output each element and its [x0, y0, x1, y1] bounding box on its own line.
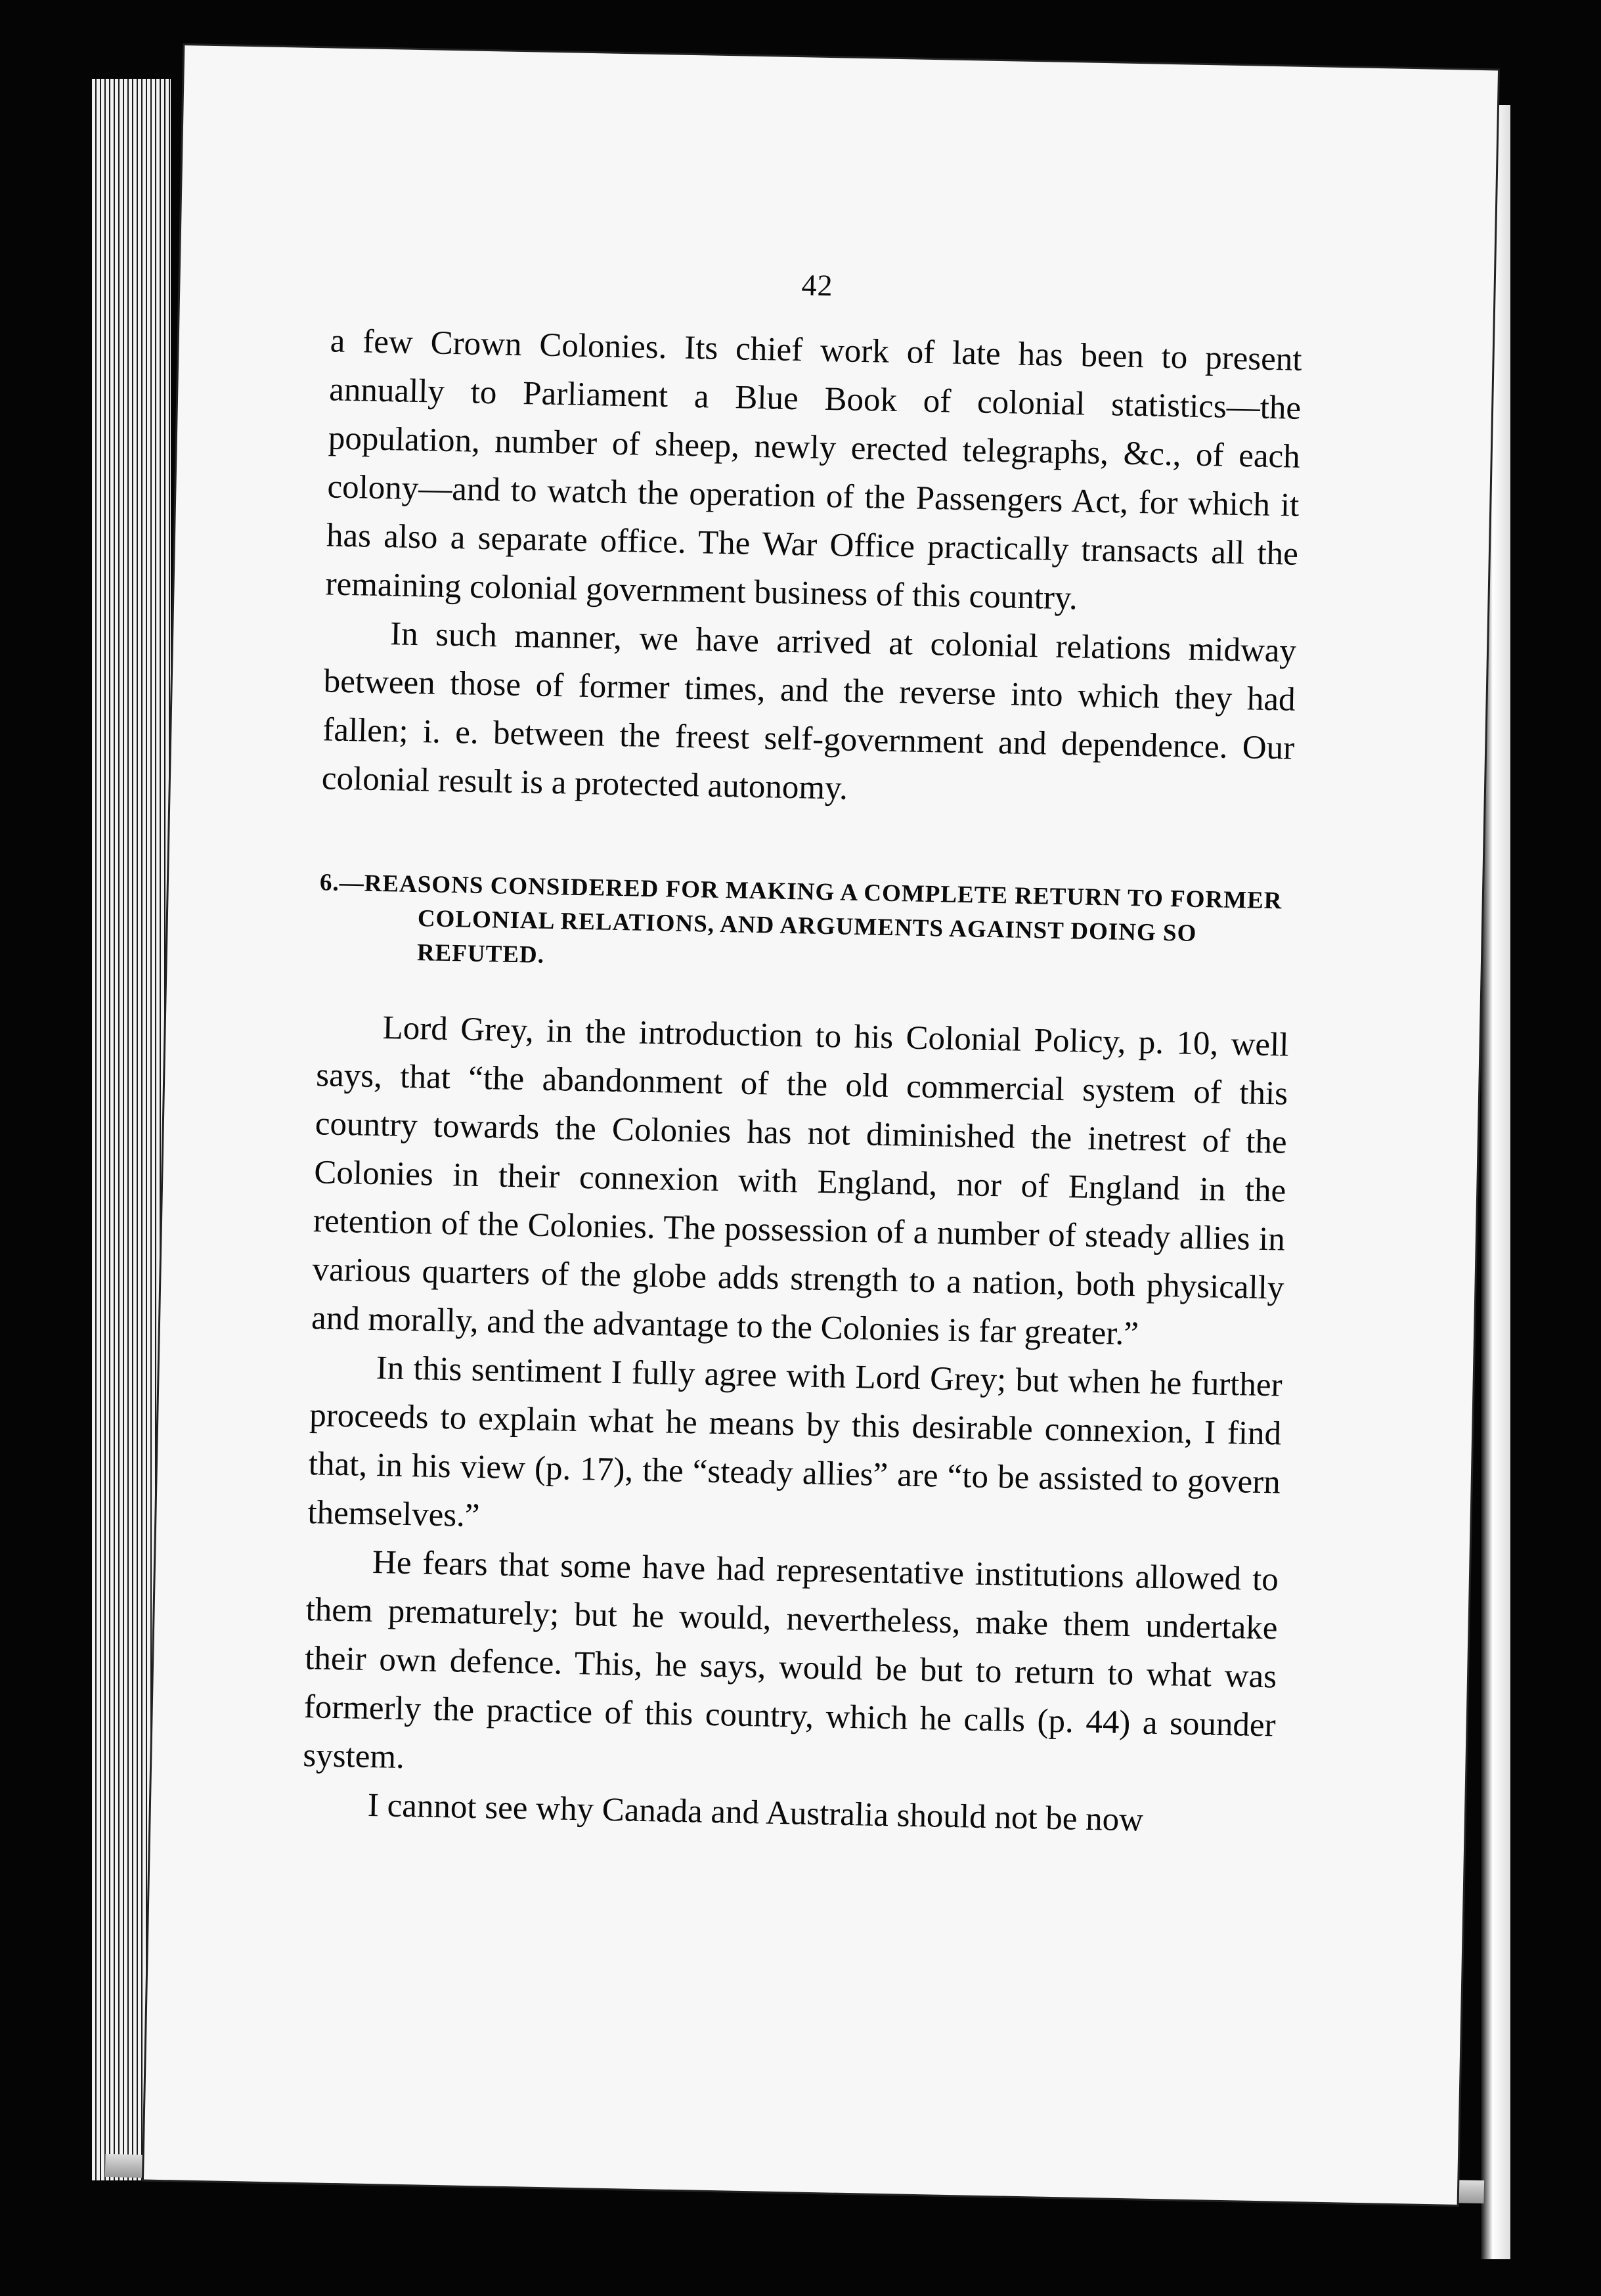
paragraph-5: He fears that some have had representative institutions allowed to them prematurely; but he would, nevertheless, make them undertake their own defence. This, he says, would be but to return to what was formerly the practice of this country, which he calls (p. 44) a sounder system.	[302, 1544, 1279, 1776]
scan-border	[1510, 125, 1601, 2296]
section-heading: 6.—REASONS CONSIDERED FOR MAKING A COMPLETE RETURN TO FORMER COLONIAL RELATIONS, AND ARGUMENTS AGAINST DOING SO REFUTED.	[319, 869, 1283, 969]
paragraph-2: In such manner, we have arrived at colonial relations midway between those of former times, and the reverse into which they had fallen; i. e. between the freest self-government and dependence. Our colonial result is a protected autonomy.	[321, 615, 1297, 807]
paragraph-3: Lord Grey, in the introduction to his Colonial Policy, p. 10, well says, that “the abandonment of the old commercial system of this country towards the Colonies has not diminished the inetrest of the Colonies in their connexion with England, nor of England in the retention of the Colonies. The possession of a number of steady allies in various quarters of the globe adds strength to a nation, both physically and morally, and the advantage to the Colonies is far greater.”	[311, 1009, 1289, 1353]
paragraph-1: a few Crown Colonies. Its chief work of late has been to present annually to Parliament a Blue Book of colonial statistics—the population, number of sheep, newly erected telegraphs, &c., of each colony—and to watch the operation of the Passengers Act, for which it has also a separate office. The War Office practically transacts all the remaining colonial government business of this country.	[325, 322, 1303, 617]
book-page	[144, 45, 1498, 2205]
paragraph-4: In this sentiment I fully agree with Lord Grey; but when he further proceeds to explain what he means by this desirable connexion, I find that, in his view (p. 17), the “steady allies” are “to be assisted to govern themselves.”	[307, 1350, 1283, 1535]
page-number: 42	[801, 268, 834, 303]
page-text	[301, 258, 1304, 1847]
paragraph-6: I cannot see why Canada and Australia should not be now	[367, 1786, 1144, 1839]
